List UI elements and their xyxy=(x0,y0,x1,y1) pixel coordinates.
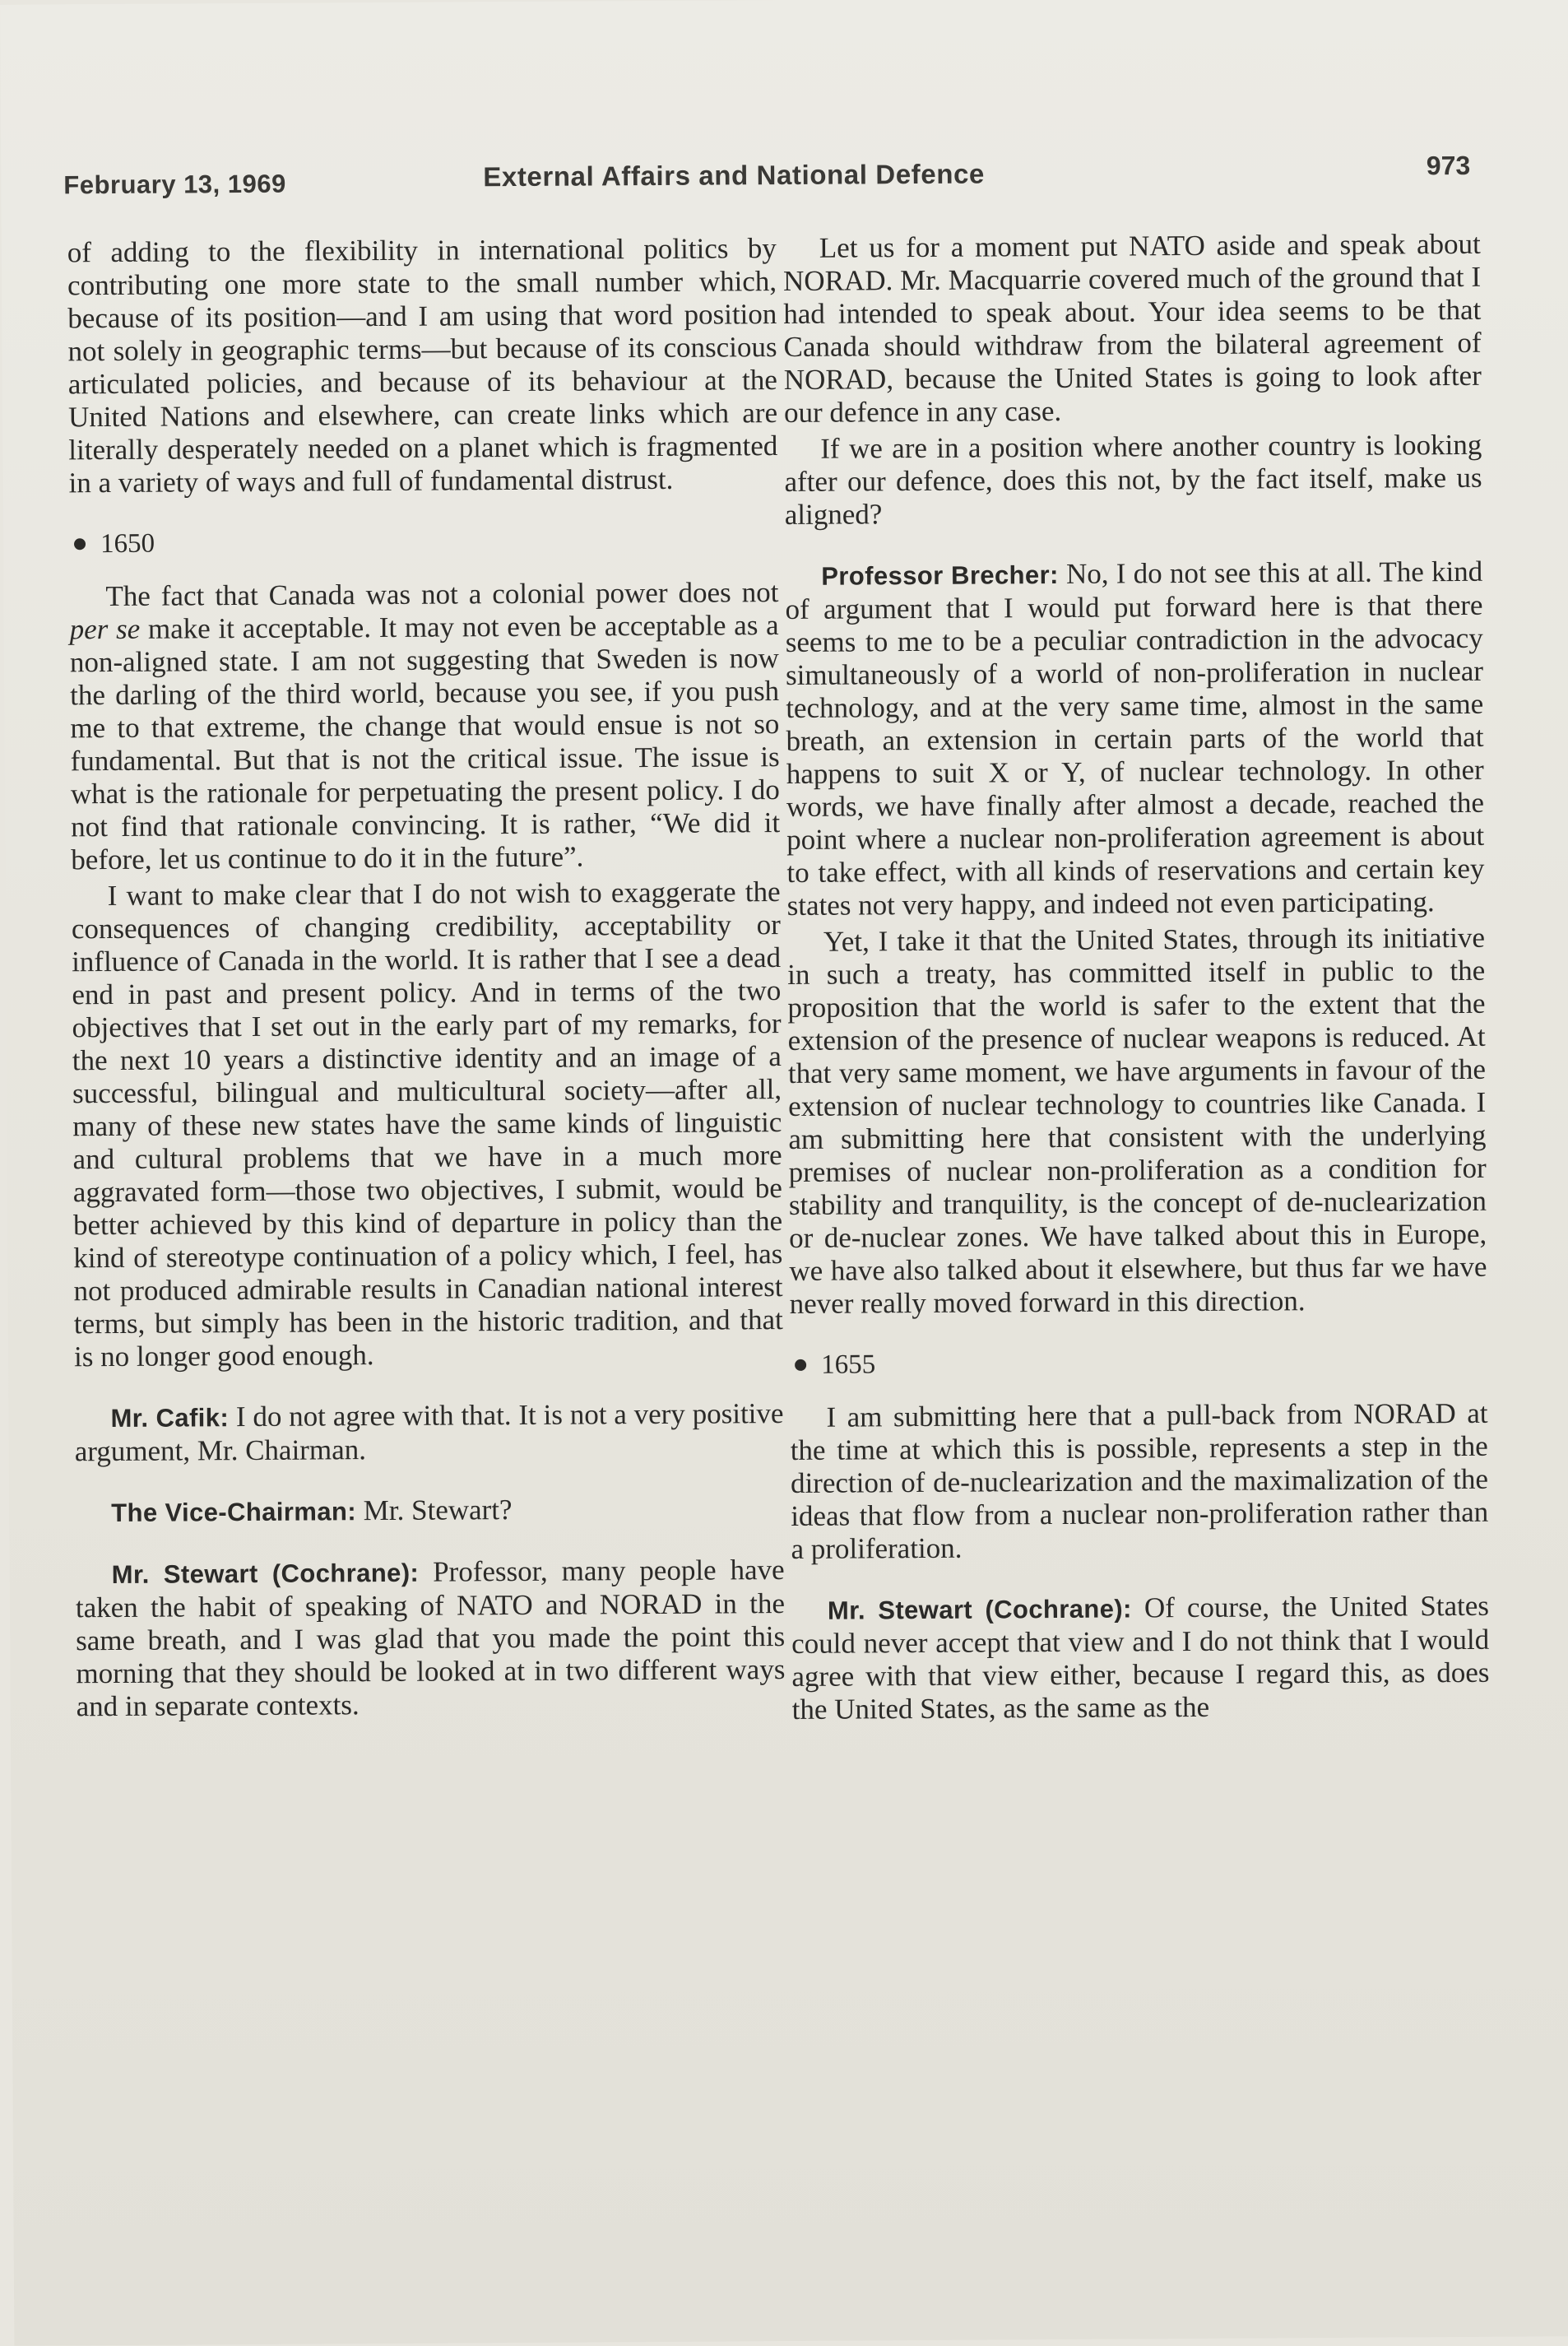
speaker-name: Mr. Stewart (Cochrane): xyxy=(111,1558,420,1590)
speaker-name: Mr. Cafik: xyxy=(110,1403,230,1433)
bullet-icon xyxy=(74,538,86,550)
paragraph: Yet, I take it that the United States, through its initiative in such a treaty, has committed itself in public to the proposition that the world is safer to the extent that the extension of the presence of nuclear weapons is reduced. At that very same moment, we have arguments in favour of the extension of nuclear technology to countries like Canada. I am submitting here that consistent with the underlying premises of nuclear non-proliferation as a condition for stability and tranquility, is the concept of de-nuclearization or de-nuclear zones. We have talked about this in Europe, we have also talked about it elsewhere, but thus far we have never really moved forward in this direction. xyxy=(787,921,1487,1320)
speaker-name: Mr. Stewart (Cochrane): xyxy=(827,1594,1132,1625)
right-column xyxy=(783,228,1490,1730)
time-marker-label: 1650 xyxy=(100,528,155,560)
speaker-text: Of course, the United States could never accept that view and I do not think that I would agree with that view either, because I regard this, as does the United States, as the same as the xyxy=(791,1589,1490,1726)
paragraph-text: make it acceptable. It may not even be acceptable as a non-aligned state. I am not suggesting that Sweden is now the darling of the third world, because you see, if you push me to that extreme, the change that would ensue is not so fundamental. But that is not the critical issue. The issue is what is the rationale for perpetuating the present policy. I do not find that rationale convincing. It is rather, “We did it before, let us continue to do it in the future”. xyxy=(69,609,781,876)
speaker-text: Professor, many people have taken the habit of speaking of NATO and NORAD in the same breath, and I was glad that you made the point this morning that they should be looked at in two different ways and in separate contexts. xyxy=(75,1554,786,1723)
speaker-paragraph xyxy=(74,1397,783,1468)
speaker-text: I do not agree with that. It is not a very positive argument, Mr. Chairman. xyxy=(74,1397,784,1468)
speaker-paragraph xyxy=(76,1554,786,1723)
speaker-paragraph xyxy=(785,555,1485,922)
speaker-text: Mr. Stewart? xyxy=(355,1494,513,1527)
page-header xyxy=(63,151,1470,200)
speaker-name: Professor Brecher: xyxy=(821,560,1059,591)
left-column xyxy=(67,232,786,1726)
speaker-paragraph xyxy=(75,1492,784,1530)
paragraph: I want to make clear that I do not wish to exaggerate the consequences of changing credibility, acceptability or influence of Canada in the world. It is rather that I see a dead end in past and present policy. And in terms of the two objectives that I set out in the early part of my remarks, for the next 10 years a distinctive identity and an image of a successful, bilingual and multicultural society—after all, many of these new states have the same kinds of linguistic and cultural problems that we have in a much more aggravated form—those two objectives, I submit, would be better achieved by this kind of departure in policy than the kind of stereotype continuation of a policy which, I feel, has not produced admirable results in Canadian national interest terms, but simply has been in the historic tradition, and that is no longer good enough. xyxy=(71,876,783,1373)
time-marker-label: 1655 xyxy=(821,1350,876,1380)
paragraph: Let us for a moment put NATO aside and speak about NORAD. Mr. Macquarrie covered much of the ground that I had intended to speak about. Your idea seems to be that Canada should withdraw from the bilateral agreement of NORAD, because the United States is going to look after our defence in any case. xyxy=(782,227,1482,430)
time-marker xyxy=(790,1345,1487,1382)
paragraph: If we are in a position where another country is looking after our defence, does this not, by the fact itself, make us aligned? xyxy=(784,428,1482,532)
italic-text: per se xyxy=(69,612,141,646)
page-number: 973 xyxy=(1426,150,1471,181)
header-date: February 13, 1969 xyxy=(63,169,286,200)
speaker-paragraph xyxy=(791,1590,1490,1726)
header-title: External Affairs and National Defence xyxy=(483,158,986,193)
paragraph xyxy=(69,576,780,876)
paragraph: of adding to the flexibility in international politics by contributing one more state to the small number which, because of its position—and I am using that word position not solely in geographic terms—but because of its conscious articulated policies, and because of its behaviour at the United Nations and elsewhere, can create links which are literally desperately needed on a planet which is fragmented in a variety of ways and full of fundamental distrust. xyxy=(67,232,778,499)
time-marker xyxy=(69,523,778,560)
paragraph: I am submitting here that a pull-back from NORAD at the time at which this is possible, represents a step in the direction of de-nuclearization and the maximalization of the ideas that flow from a nuclear non-proliferation rather than a proliferation. xyxy=(790,1396,1489,1565)
speaker-name: The Vice-Chairman: xyxy=(111,1497,357,1528)
bullet-icon xyxy=(795,1359,806,1371)
speaker-text: No, I do not see this at all. The kind of argument that I would put forward here is that there seems to me to be a peculiar contradiction in the advocacy simultaneously of a world of non-proliferation in nuclear technology, and at the very same time, almost in the same breath, an extension in certain parts of the world that happens to suit X or Y, of nuclear technology. In other words, we have finally after almost a decade, reached the point where a nuclear non-proliferation agreement is about to take effect, with all kinds of reservations and certain key states not very happy, and indeed not even participating. xyxy=(785,555,1485,922)
paragraph-text: The fact that Canada was not a colonial power does not xyxy=(105,576,779,613)
